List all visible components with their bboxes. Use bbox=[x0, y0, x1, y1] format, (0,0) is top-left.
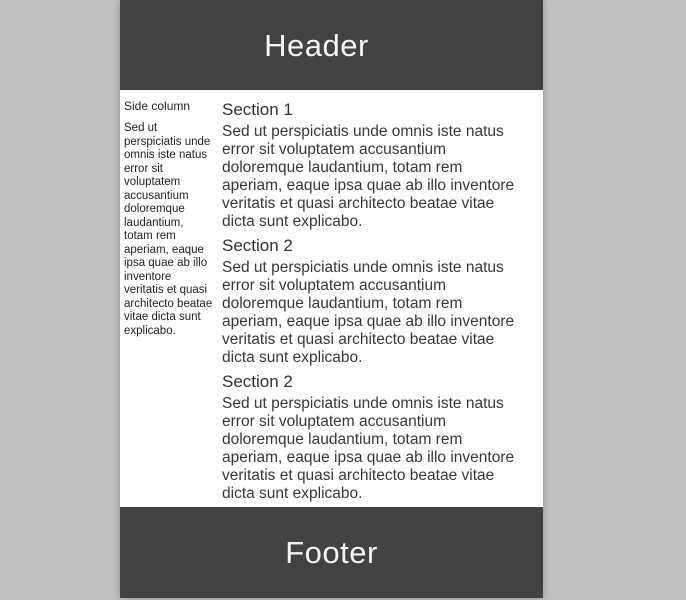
section-heading: Section 1 bbox=[222, 100, 293, 119]
content-section-2 bbox=[222, 236, 517, 367]
section-paragraph: Sed ut perspiciatis unde omnis iste natus error sit voluptatem accusantium doloremque laudantium, totam rem aperiam, eaque ipsa quae ab illo inventore veritatis et quasi architecto beatae vitae dicta sunt explicabo. bbox=[222, 123, 515, 230]
side-column bbox=[120, 90, 218, 507]
content-section-3 bbox=[222, 372, 517, 503]
page-footer bbox=[120, 507, 543, 598]
content-section-1 bbox=[222, 100, 517, 231]
page-container bbox=[120, 0, 543, 598]
side-column-paragraph: Sed ut perspiciatis unde omnis iste natus error sit voluptatem accusantium doloremque laudantium, totam rem aperiam, eaque ipsa quae ab illo inventore veritatis et quasi architecto beatae vitae dicta sunt explicabo. bbox=[124, 122, 213, 337]
section-heading: Section 2 bbox=[222, 236, 293, 255]
footer-title: Footer bbox=[285, 535, 378, 570]
page-header bbox=[120, 0, 543, 90]
main-column bbox=[218, 90, 543, 507]
section-paragraph: Sed ut perspiciatis unde omnis iste natus error sit voluptatem accusantium doloremque laudantium, totam rem aperiam, eaque ipsa quae ab illo inventore veritatis et quasi architecto beatae vitae dicta sunt explicabo. bbox=[222, 395, 515, 502]
section-heading: Section 2 bbox=[222, 372, 293, 391]
content-area bbox=[120, 90, 543, 507]
side-column-heading: Side column bbox=[124, 99, 191, 113]
section-paragraph: Sed ut perspiciatis unde omnis iste natus error sit voluptatem accusantium doloremque laudantium, totam rem aperiam, eaque ipsa quae ab illo inventore veritatis et quasi architecto beatae vitae dicta sunt explicabo. bbox=[222, 259, 515, 366]
header-title: Header bbox=[264, 27, 369, 63]
